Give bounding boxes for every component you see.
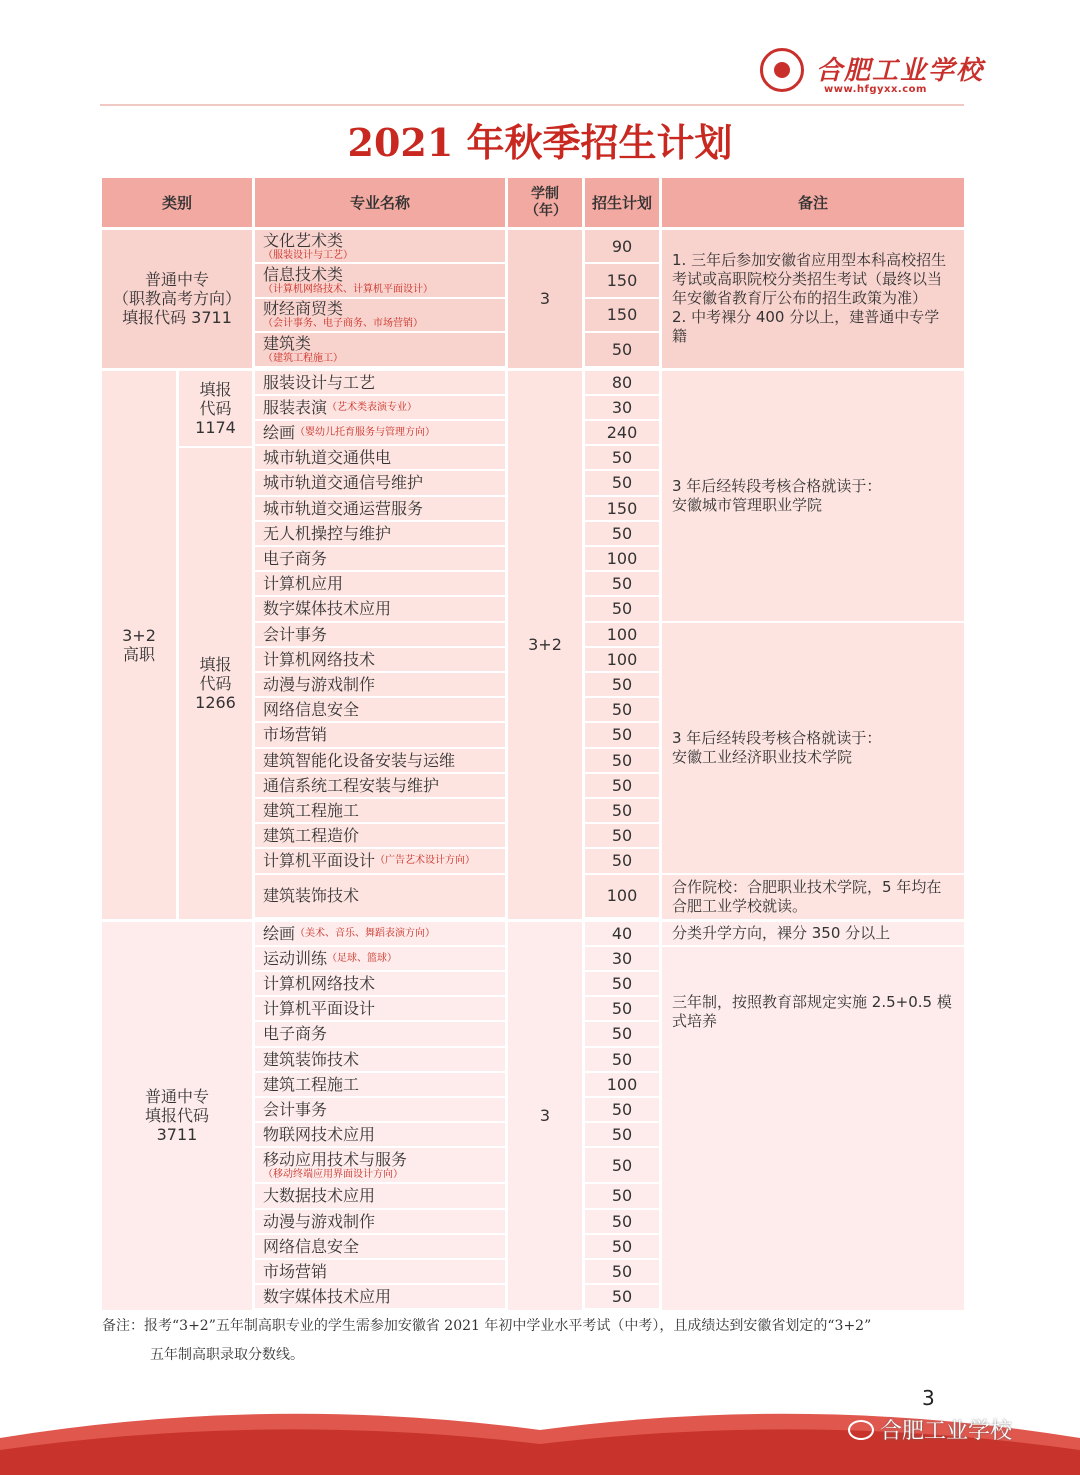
major-name: 城市轨道交通运营服务 bbox=[263, 498, 424, 518]
major-direction: （广告艺术设计方向） bbox=[375, 855, 476, 867]
major-name: 建筑装饰技术 bbox=[263, 886, 360, 906]
wechat-watermark bbox=[848, 1414, 1012, 1445]
col-header-duration-label: 学制（年） bbox=[525, 185, 567, 219]
major-direction: （足球、篮球） bbox=[327, 952, 398, 964]
major-direction: （移动终端应用界面设计方向） bbox=[263, 1168, 403, 1180]
plan-count: 50 bbox=[585, 849, 659, 874]
plan-count: 100 bbox=[585, 875, 659, 919]
major-name: 动漫与游戏制作 bbox=[263, 1211, 376, 1231]
major-name: 计算机应用 bbox=[263, 574, 344, 594]
major-name: 服装设计与工艺 bbox=[263, 372, 376, 392]
col-header-duration bbox=[508, 178, 582, 227]
major-direction: （服装设计与工艺） bbox=[263, 249, 353, 261]
major-name-cell bbox=[255, 947, 505, 972]
major-name: 城市轨道交通供电 bbox=[263, 448, 392, 468]
major-name: 绘画 bbox=[263, 423, 296, 443]
major-name: 电子商务 bbox=[263, 549, 328, 569]
note-partner: 合作院校：合肥职业技术学院，5 年均在合肥工业学校就读。 bbox=[662, 875, 964, 919]
major-name: 无人机操控与维护 bbox=[263, 523, 392, 543]
major-name: 绘画 bbox=[263, 923, 296, 943]
major-name: 建筑装饰技术 bbox=[263, 1049, 360, 1069]
major-name: 文化艺术类 bbox=[263, 230, 344, 250]
major-name-cell bbox=[255, 849, 505, 874]
col-header-note: 备注 bbox=[662, 178, 964, 227]
page-number: 3 bbox=[922, 1386, 935, 1410]
note-blank-area bbox=[662, 1078, 964, 1311]
major-name-cell bbox=[255, 623, 505, 648]
plan-count: 50 bbox=[585, 824, 659, 849]
major-name-cell bbox=[255, 1073, 505, 1098]
major-name: 建筑工程施工 bbox=[263, 801, 360, 821]
major-name-cell bbox=[255, 1098, 505, 1123]
major-direction: （婴幼儿托育服务与管理方向） bbox=[295, 427, 436, 439]
plan-count: 50 bbox=[585, 1184, 659, 1209]
major-name: 数字媒体技术应用 bbox=[263, 599, 392, 619]
major-name-cell bbox=[255, 497, 505, 522]
plan-count: 50 bbox=[585, 446, 659, 471]
section-1-note: 1. 三年后参加安徽省应用型本科高校招生考试或高职院校分类招生考试（最终以当年安徽省教育厅公布的招生政策为准） 2. 中考裸分 400 分以上，建普通中专学籍 bbox=[662, 230, 964, 368]
major-name: 计算机网络技术 bbox=[263, 974, 376, 994]
major-direction: （艺术类表演专业） bbox=[327, 401, 418, 413]
section-3-category: 普通中专 填报代码 3711 bbox=[102, 922, 252, 1311]
plan-count: 30 bbox=[585, 947, 659, 972]
note-classified: 分类升学方向，裸分 350 分以上 bbox=[662, 922, 964, 947]
major-name-cell bbox=[255, 723, 505, 748]
plan-count: 50 bbox=[585, 1048, 659, 1073]
major-name-cell bbox=[255, 396, 505, 421]
major-name: 网络信息安全 bbox=[263, 1236, 360, 1256]
plan-count: 50 bbox=[585, 723, 659, 748]
section-1-category: 普通中专 （职教高考方向） 填报代码 3711 bbox=[102, 230, 252, 368]
major-name: 动漫与游戏制作 bbox=[263, 675, 376, 695]
major-name-cell bbox=[255, 572, 505, 597]
major-name-cell bbox=[255, 1184, 505, 1209]
plan-count: 50 bbox=[585, 799, 659, 824]
major-name-cell bbox=[255, 648, 505, 673]
major-direction: （建筑工程施工） bbox=[263, 352, 343, 364]
major-name-cell bbox=[255, 1210, 505, 1235]
plan-count: 50 bbox=[585, 1022, 659, 1047]
major-name: 计算机平面设计 bbox=[263, 851, 376, 871]
major-name-cell bbox=[255, 230, 505, 264]
plan-count: 100 bbox=[585, 547, 659, 572]
enrollment-plan-table bbox=[102, 178, 964, 1308]
code-1174: 填报 代码 1174 bbox=[179, 371, 252, 447]
plan-count: 50 bbox=[585, 1148, 659, 1184]
major-name-cell bbox=[255, 774, 505, 799]
code-1266: 填报 代码 1266 bbox=[179, 448, 252, 918]
major-name: 建筑工程施工 bbox=[263, 1074, 360, 1094]
plan-count: 150 bbox=[585, 299, 659, 333]
major-name-cell bbox=[255, 972, 505, 997]
major-name-cell bbox=[255, 673, 505, 698]
footnote-line-1: 备注：报考“3+2”五年制高职专业的学生需参加安徽省 2021 年初中学业水平考试（中考），且成绩达到安徽省划定的“3+2” bbox=[102, 1318, 872, 1334]
major-name: 网络信息安全 bbox=[263, 700, 360, 720]
plan-count: 50 bbox=[585, 1098, 659, 1123]
plan-count: 50 bbox=[585, 698, 659, 723]
wechat-icon bbox=[848, 1420, 874, 1440]
major-name-cell bbox=[255, 446, 505, 471]
plan-count: 40 bbox=[585, 922, 659, 947]
note-1174: 3 年后经转段考核合格就读于： 安徽城市管理职业学院 bbox=[662, 371, 964, 621]
wechat-account-name: 合肥工业学校 bbox=[880, 1419, 1013, 1444]
col-header-category: 类别 bbox=[102, 178, 252, 227]
major-name-cell bbox=[255, 997, 505, 1022]
major-name: 移动应用技术与服务 bbox=[263, 1149, 408, 1169]
major-name-cell bbox=[255, 1260, 505, 1285]
major-name: 会计事务 bbox=[263, 1100, 328, 1120]
school-logo bbox=[760, 46, 985, 100]
major-name: 通信系统工程安装与维护 bbox=[263, 775, 440, 795]
section-2-category: 3+2 高职 bbox=[102, 371, 176, 919]
major-name: 数字媒体技术应用 bbox=[263, 1287, 392, 1307]
plan-count: 30 bbox=[585, 396, 659, 421]
plan-count: 150 bbox=[585, 497, 659, 522]
major-name: 信息技术类 bbox=[263, 265, 344, 285]
plan-count: 100 bbox=[585, 1073, 659, 1098]
major-name: 大数据技术应用 bbox=[263, 1186, 376, 1206]
plan-count: 50 bbox=[585, 972, 659, 997]
school-seal-icon bbox=[760, 48, 804, 92]
plan-count: 50 bbox=[585, 333, 659, 367]
major-name-cell bbox=[255, 1123, 505, 1148]
footnote bbox=[102, 1312, 980, 1370]
major-name-cell bbox=[255, 1048, 505, 1073]
major-name-cell bbox=[255, 333, 505, 367]
major-name-cell bbox=[255, 1235, 505, 1260]
major-name: 计算机平面设计 bbox=[263, 999, 376, 1019]
plan-count: 50 bbox=[585, 1260, 659, 1285]
plan-count: 50 bbox=[585, 673, 659, 698]
major-name-cell bbox=[255, 471, 505, 496]
plan-count: 50 bbox=[585, 597, 659, 622]
major-name: 会计事务 bbox=[263, 624, 328, 644]
major-name-cell bbox=[255, 1022, 505, 1047]
major-name-cell bbox=[255, 1148, 505, 1184]
major-name: 计算机网络技术 bbox=[263, 649, 376, 669]
col-header-major: 专业名称 bbox=[255, 178, 505, 227]
plan-count: 100 bbox=[585, 623, 659, 648]
major-name: 服装表演 bbox=[263, 397, 328, 417]
major-name: 财经商贸类 bbox=[263, 299, 344, 319]
plan-count: 240 bbox=[585, 421, 659, 446]
footnote-line-2: 五年制高职录取分数线。 bbox=[150, 1347, 304, 1363]
plan-count: 90 bbox=[585, 230, 659, 264]
note-three-year: 三年制，按照教育部规定实施 2.5+0.5 模式培养 bbox=[662, 947, 964, 1078]
plan-count: 50 bbox=[585, 471, 659, 496]
plan-count: 50 bbox=[585, 749, 659, 774]
plan-count: 50 bbox=[585, 997, 659, 1022]
major-name: 市场营销 bbox=[263, 1262, 328, 1282]
major-name: 物联网技术应用 bbox=[263, 1125, 376, 1145]
logo-website: www.hfgyxx.com bbox=[824, 84, 927, 95]
major-name-cell bbox=[255, 264, 505, 298]
major-name-cell bbox=[255, 299, 505, 333]
major-name: 市场营销 bbox=[263, 725, 328, 745]
major-direction: （会计事务、电子商务、市场营销） bbox=[263, 318, 423, 330]
major-direction: （计算机网络技术、计算机平面设计） bbox=[263, 284, 433, 296]
major-name-cell bbox=[255, 371, 505, 396]
plan-count: 50 bbox=[585, 1285, 659, 1310]
major-name: 建筑智能化设备安装与运维 bbox=[263, 750, 456, 770]
note-1266: 3 年后经转段考核合格就读于： 安徽工业经济职业技术学院 bbox=[662, 623, 964, 873]
major-direction: （美术、音乐、舞蹈表演方向） bbox=[295, 927, 436, 939]
plan-count: 150 bbox=[585, 264, 659, 298]
major-name-cell bbox=[255, 875, 505, 919]
plan-count: 80 bbox=[585, 371, 659, 396]
major-name: 建筑工程造价 bbox=[263, 826, 360, 846]
major-name: 城市轨道交通信号维护 bbox=[263, 473, 424, 493]
major-name-cell bbox=[255, 1285, 505, 1310]
plan-count: 50 bbox=[585, 522, 659, 547]
section-2-duration: 3+2 bbox=[508, 371, 582, 919]
section-3-duration: 3 bbox=[508, 922, 582, 1311]
page-title: 2021 年秋季招生计划 bbox=[347, 120, 733, 165]
major-name: 建筑类 bbox=[263, 333, 312, 353]
logo-school-name: 合肥工业学校 bbox=[816, 56, 985, 86]
major-name: 电子商务 bbox=[263, 1024, 328, 1044]
plan-count: 50 bbox=[585, 1210, 659, 1235]
col-header-plan: 招生计划 bbox=[585, 178, 659, 227]
plan-count: 50 bbox=[585, 1235, 659, 1260]
header-divider bbox=[100, 104, 964, 106]
major-name-cell bbox=[255, 547, 505, 572]
plan-count: 50 bbox=[585, 572, 659, 597]
major-name-cell bbox=[255, 597, 505, 622]
plan-count: 50 bbox=[585, 1123, 659, 1148]
major-name: 运动训练 bbox=[263, 948, 328, 968]
major-name-cell bbox=[255, 698, 505, 723]
major-name-cell bbox=[255, 522, 505, 547]
major-name-cell bbox=[255, 922, 505, 947]
major-name-cell bbox=[255, 799, 505, 824]
plan-count: 100 bbox=[585, 648, 659, 673]
section-1-duration: 3 bbox=[508, 230, 582, 368]
major-name-cell bbox=[255, 421, 505, 446]
major-name-cell bbox=[255, 749, 505, 774]
plan-count: 50 bbox=[585, 774, 659, 799]
major-name-cell bbox=[255, 824, 505, 849]
